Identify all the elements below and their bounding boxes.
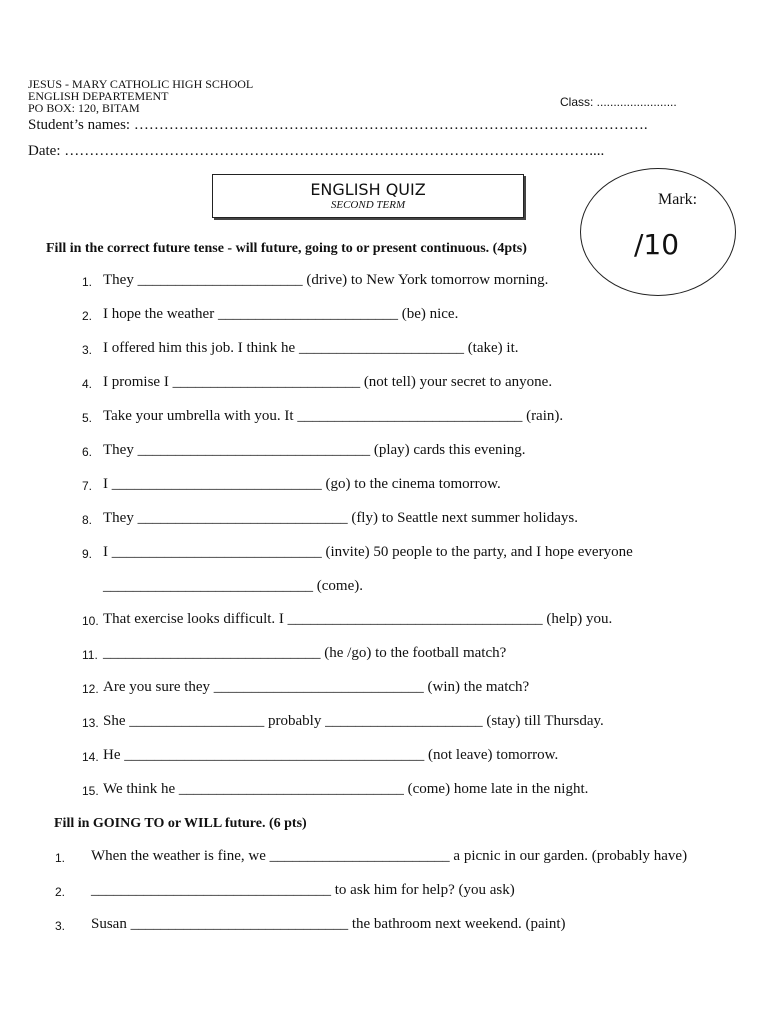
- question-text[interactable]: We think he ______________________________ (come) home late in the night.: [103, 781, 589, 797]
- question-number: 9.: [82, 547, 93, 561]
- question-text-continuation[interactable]: ____________________________ (come).: [103, 578, 363, 594]
- quiz-title-box: [212, 174, 524, 218]
- question-number: 6.: [82, 445, 93, 459]
- school-name: JESUS - MARY CATHOLIC HIGH SCHOOL: [28, 77, 254, 91]
- question-number: 2.: [82, 309, 93, 323]
- question-number: 7.: [82, 479, 93, 493]
- question-text[interactable]: She __________________ probably _____________________ (stay) till Thursday.: [103, 713, 604, 729]
- question-text[interactable]: I ____________________________ (invite) 50 people to the party, and I hope everyone: [103, 544, 633, 560]
- quiz-title: ENGLISH QUIZ: [310, 180, 426, 199]
- question-text[interactable]: _____________________________ (he /go) to the football match?: [103, 645, 507, 661]
- question-number: 3.: [55, 919, 66, 933]
- mark-value: /10: [634, 228, 680, 261]
- question-text[interactable]: When the weather is fine, we ________________________ a picnic in our garden. (probably have): [91, 848, 688, 864]
- question-number: 13.: [82, 716, 99, 730]
- question-text[interactable]: They _______________________________ (play) cards this evening.: [103, 442, 526, 458]
- question-number: 1.: [55, 851, 66, 865]
- question-text[interactable]: That exercise looks difficult. I __________________________________ (help) you.: [103, 611, 613, 627]
- question-text[interactable]: Susan _____________________________ the bathroom next weekend. (paint): [91, 916, 566, 932]
- class-field[interactable]: Class: ........................: [560, 95, 677, 109]
- question-number: 3.: [82, 343, 93, 357]
- quiz-subtitle: SECOND TERM: [330, 199, 406, 211]
- department-name: ENGLISH DEPARTEMENT: [28, 89, 169, 103]
- date-field[interactable]: Date: ……………………………………………………………………………………………....: [28, 143, 605, 159]
- students-names-field[interactable]: Student’s names: ………………………………………………………………………………………….: [28, 117, 648, 133]
- question-text[interactable]: They ____________________________ (fly) to Seattle next summer holidays.: [103, 510, 578, 526]
- question-number: 5.: [82, 411, 93, 425]
- section2-instruction: Fill in GOING TO or WILL future. (6 pts): [54, 816, 307, 831]
- mark-label: Mark:: [658, 191, 698, 208]
- question-text[interactable]: I promise I _________________________ (not tell) your secret to anyone.: [103, 374, 553, 390]
- question-number: 10.: [82, 614, 99, 628]
- section1-instruction: Fill in the correct future tense - will future, going to or present continuous. (4pts): [46, 241, 527, 256]
- school-address: PO BOX: 120, BITAM: [28, 101, 140, 115]
- question-text[interactable]: They ______________________ (drive) to New York tomorrow morning.: [103, 272, 549, 288]
- question-number: 11.: [82, 648, 98, 662]
- question-text[interactable]: ________________________________ to ask him for help? (you ask): [91, 882, 515, 898]
- question-text[interactable]: He ________________________________________ (not leave) tomorrow.: [103, 747, 559, 763]
- question-number: 15.: [82, 784, 99, 798]
- question-text[interactable]: I hope the weather ________________________ (be) nice.: [103, 306, 459, 322]
- question-text[interactable]: I offered him this job. I think he ______________________ (take) it.: [103, 340, 519, 356]
- question-text[interactable]: Are you sure they ____________________________ (win) the match?: [103, 679, 530, 695]
- question-text[interactable]: Take your umbrella with you. It ______________________________ (rain).: [103, 408, 564, 424]
- question-number: 2.: [55, 885, 66, 899]
- question-number: 12.: [82, 682, 99, 696]
- question-number: 1.: [82, 275, 93, 289]
- question-number: 8.: [82, 513, 93, 527]
- question-number: 4.: [82, 377, 93, 391]
- question-text[interactable]: I ____________________________ (go) to the cinema tomorrow.: [103, 476, 501, 492]
- question-number: 14.: [82, 750, 99, 764]
